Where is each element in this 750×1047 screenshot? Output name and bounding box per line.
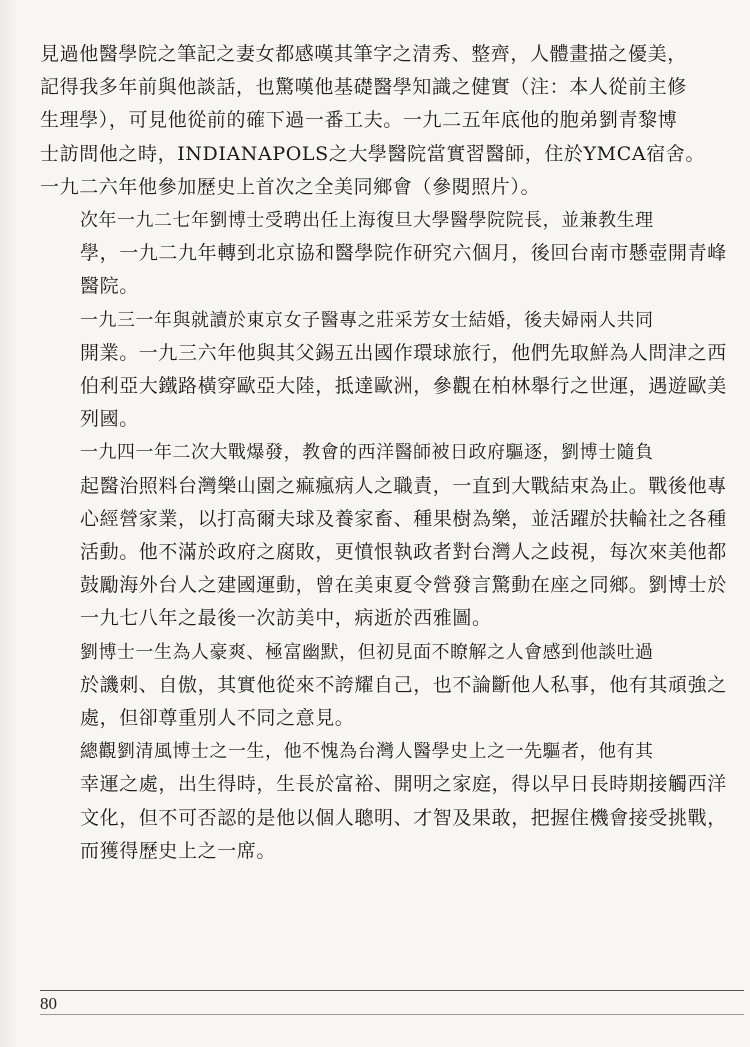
text-line: 醫院。	[80, 275, 139, 298]
paragraph	[40, 38, 740, 204]
text-line: 一九三一年與就讀於東京女子醫專之莊采芳女士結婚，後夫婦兩人共同	[80, 309, 654, 331]
text-line: 起醫治照料台灣樂山園之痲瘋病人之職責，一直到大戰結束為止。戰後他專	[80, 474, 727, 497]
text-line: 記得我多年前與他談話，也驚嘆他基礎醫學知識之健實（注：本人從前主修	[40, 76, 687, 99]
paragraph	[40, 735, 740, 868]
text-line: 總觀劉清風博士之一生，他不愧為台灣人醫學史上之一先驅者，他有其	[80, 741, 654, 763]
page-number: 80	[40, 994, 57, 1013]
text-line: 學，一九二九年轉到北京協和醫學院作研究六個月，後回台南市懸壺開青峰	[80, 242, 727, 265]
text-line: 次年一九二七年劉博士受聘出任上海復旦大學醫學院院長，並兼教生理	[80, 210, 654, 232]
text-line: 士訪問他之時，INDIANAPOLS之大學醫院當實習醫師，住於YMCA宿舍。	[40, 142, 705, 165]
text-line: 一九七八年之最後一次訪美中，病逝於西雅圖。	[80, 607, 492, 630]
text-line: 一九四一年二次大戰爆發，教會的西洋醫師被日政府驅逐，劉博士隨負	[80, 442, 654, 464]
text-line: 列國。	[80, 408, 139, 431]
text-line: 於譏刺、自傲，其實他從來不誇耀自己，也不論斷他人私事，他有其頑強之	[80, 673, 727, 696]
text-line: 劉博士一生為人豪爽、極富幽默，但初見面不瞭解之人會感到他談吐過	[80, 641, 654, 663]
footer-rule-lower	[40, 1014, 744, 1015]
paragraph	[40, 204, 740, 304]
text-line: 活動。他不滿於政府之腐敗，更憤恨執政者對台灣人之歧視，每次來美他都	[80, 541, 727, 564]
text-line: 幸運之處，出生得時，生長於富裕、開明之家庭，得以早日長時期接觸西洋	[80, 773, 727, 796]
text-line: 生理學），可見他從前的確下過一番工夫。一九二五年底他的胞弟劉青黎博	[40, 109, 678, 132]
body-text	[40, 38, 740, 868]
paragraph	[40, 436, 740, 635]
text-line: 開業。一九三六年他與其父錫五出國作環球旅行，他們先取鮮為人問津之西	[80, 341, 727, 364]
text-line: 伯利亞大鐵路橫穿歐亞大陸，抵達歐洲，參觀在柏林舉行之世運，遇遊歐美	[80, 375, 727, 398]
text-line: 文化，但不可否認的是他以個人聰明、才智及果敢，把握住機會接受挑戰，	[80, 806, 727, 829]
text-line: 鼓勵海外台人之建國運動，曾在美東夏令營發言驚動在座之同鄉。劉博士於	[80, 574, 727, 597]
text-line: 見過他醫學院之筆記之妻女都感嘆其筆字之清秀、整齊，人體畫描之優美，	[40, 43, 687, 65]
text-line: 心經營家業，以打高爾夫球及養家畜、種果樹為樂，並活躍於扶輪社之各種	[80, 507, 727, 530]
text-line: 而獲得歷史上之一席。	[80, 839, 277, 862]
footer-rule	[40, 990, 744, 991]
text-line: 處，但卻尊重別人不同之意見。	[80, 707, 355, 730]
paragraph	[40, 636, 740, 736]
paragraph	[40, 304, 740, 437]
text-line: 一九二六年他參加歷史上首次之全美同鄉會（參閱照片）。	[40, 175, 541, 198]
